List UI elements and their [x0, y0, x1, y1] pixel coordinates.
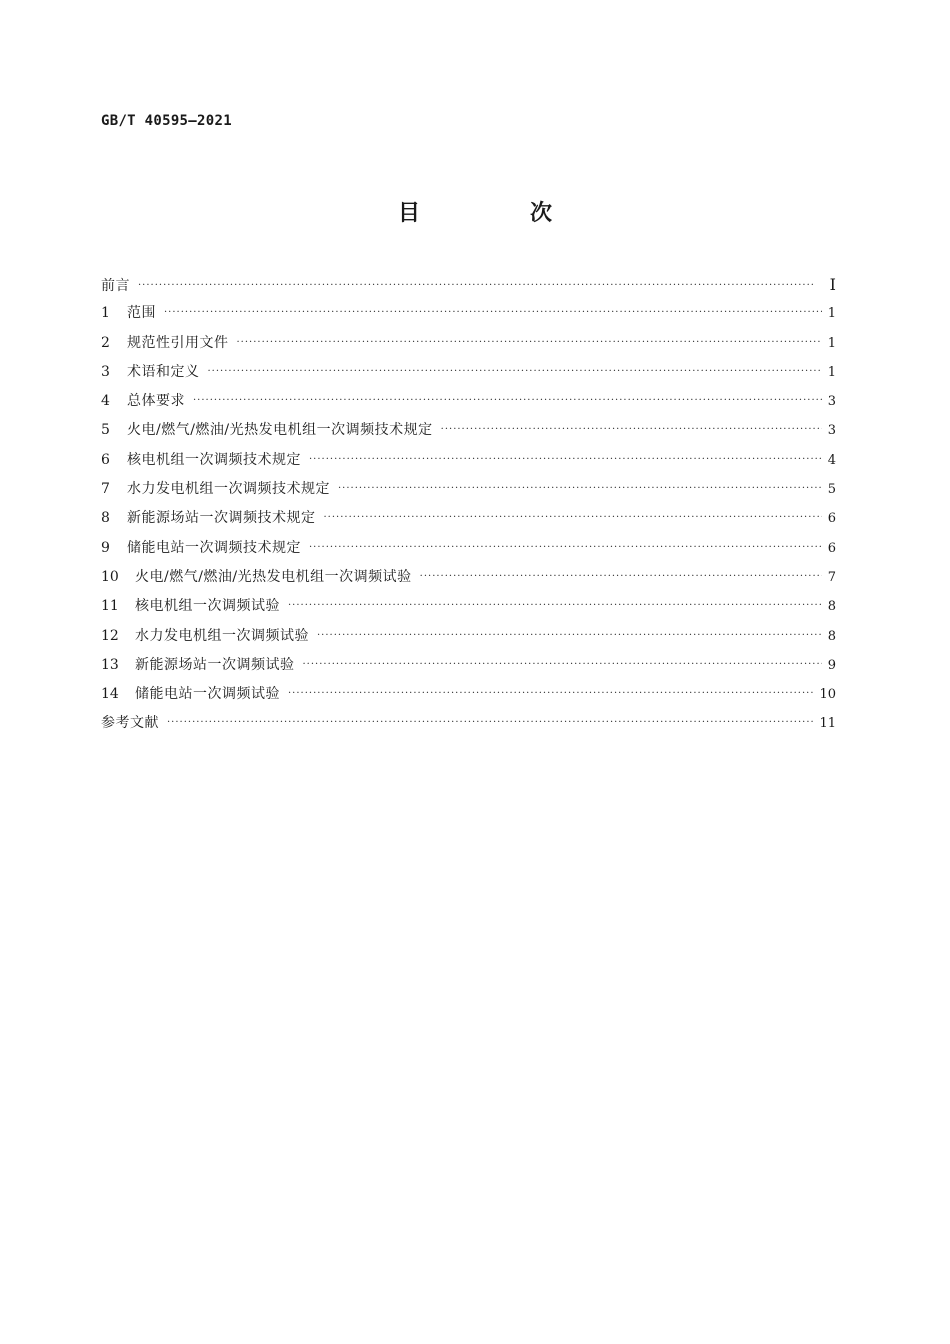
- toc-entry-number: 4: [101, 393, 110, 410]
- toc-entry-9[interactable]: [101, 534, 836, 563]
- toc-dot-leader: [193, 386, 822, 415]
- toc-dot-leader: [303, 650, 823, 679]
- toc-entry-references[interactable]: [101, 709, 836, 738]
- toc-entry-number: 6: [101, 451, 110, 468]
- toc-entry-label: 核电机组一次调频试验: [135, 598, 280, 615]
- toc-entry-label: 规范性引用文件: [127, 334, 229, 351]
- toc-entry-label: 水力发电机组一次调频技术规定: [127, 481, 330, 498]
- toc-entry-label: 核电机组一次调频技术规定: [127, 451, 301, 468]
- toc-entry-number: 8: [101, 510, 110, 527]
- toc-entry-number: 14: [101, 686, 119, 703]
- toc-entry-7[interactable]: [101, 475, 836, 504]
- toc-entry-label: 水力发电机组一次调频试验: [135, 627, 309, 644]
- toc-dot-leader: [309, 445, 822, 474]
- toc-entry-page: 10: [819, 687, 836, 703]
- toc-entry-page: 7: [827, 569, 836, 585]
- toc-entry-number: 11: [101, 598, 119, 615]
- toc-dot-leader: [324, 503, 823, 532]
- toc-entry-13[interactable]: [101, 651, 836, 680]
- toc-dot-leader: [288, 679, 815, 708]
- toc-entry-number: 7: [101, 481, 110, 498]
- toc-entry-page: 11: [819, 716, 836, 732]
- toc-entry-8[interactable]: [101, 504, 836, 533]
- toc-entry-page: 3: [827, 423, 836, 439]
- toc-entry-11[interactable]: [101, 592, 836, 621]
- toc-entry-page: 6: [827, 540, 836, 556]
- toc-entry-number: 12: [101, 627, 119, 644]
- toc-entry-page: 4: [827, 452, 836, 468]
- toc-entry-label: 范围: [127, 305, 156, 322]
- toc-entry-number: 1: [101, 305, 110, 322]
- toc-entry-page: 1: [827, 306, 836, 322]
- toc-entry-page: 5: [827, 482, 836, 498]
- toc-entry-number: 2: [101, 334, 110, 351]
- toc-entry-label: 新能源场站一次调频试验: [135, 656, 295, 673]
- toc-dot-leader: [237, 328, 823, 357]
- standard-code: GB/T 40595—2021: [101, 113, 232, 129]
- toc-dot-leader: [420, 562, 822, 591]
- toc-dot-leader: [208, 357, 823, 386]
- toc-entry-number: 9: [101, 539, 110, 556]
- toc-entry-page: 6: [827, 511, 836, 527]
- toc-entry-1[interactable]: [101, 299, 836, 328]
- toc-entry-label: 参考文献: [101, 715, 159, 732]
- toc-title: 目 次: [397, 201, 596, 226]
- toc-entry-10[interactable]: [101, 563, 836, 592]
- toc-entry-label: 储能电站一次调频试验: [135, 686, 280, 703]
- toc-entry-page: 9: [827, 657, 836, 673]
- toc-entry-14[interactable]: [101, 680, 836, 709]
- toc-entry-label: 新能源场站一次调频技术规定: [127, 510, 316, 527]
- toc-entry-4[interactable]: [101, 387, 836, 416]
- toc-dot-leader: [441, 415, 822, 444]
- toc-dot-leader: [164, 298, 822, 327]
- toc-entry-page: 1: [827, 335, 836, 351]
- toc-entry-number: 10: [101, 568, 119, 585]
- toc-dot-leader: [167, 708, 815, 737]
- toc-entry-label: 火电/燃气/燃油/光热发电机组一次调频试验: [135, 568, 412, 585]
- toc-entry-page: 1: [827, 364, 836, 380]
- toc-entry-label: 储能电站一次调频技术规定: [127, 539, 301, 556]
- toc-entry-foreword[interactable]: [101, 270, 836, 299]
- table-of-contents: [101, 270, 836, 739]
- toc-entry-label: 术语和定义: [127, 363, 200, 380]
- toc-entry-2[interactable]: [101, 329, 836, 358]
- toc-entry-label: 火电/燃气/燃油/光热发电机组一次调频技术规定: [127, 422, 433, 439]
- toc-entry-12[interactable]: [101, 622, 836, 651]
- toc-entry-5[interactable]: [101, 416, 836, 445]
- toc-entry-number: 5: [101, 422, 110, 439]
- toc-entry-label: 前言: [101, 278, 130, 294]
- toc-entry-label: 总体要求: [127, 393, 185, 410]
- toc-entry-number: 3: [101, 363, 110, 380]
- toc-entry-number: 13: [101, 656, 119, 673]
- toc-entry-page: 8: [827, 628, 836, 644]
- toc-dot-leader: [138, 271, 822, 300]
- toc-dot-leader: [317, 621, 822, 650]
- toc-dot-leader: [309, 533, 822, 562]
- toc-dot-leader: [338, 474, 822, 503]
- toc-entry-6[interactable]: [101, 446, 836, 475]
- toc-dot-leader: [288, 591, 822, 620]
- toc-entry-page: 3: [827, 394, 836, 410]
- toc-entry-page: 8: [827, 599, 836, 615]
- toc-entry-3[interactable]: [101, 358, 836, 387]
- toc-entry-page: Ⅰ: [829, 275, 836, 294]
